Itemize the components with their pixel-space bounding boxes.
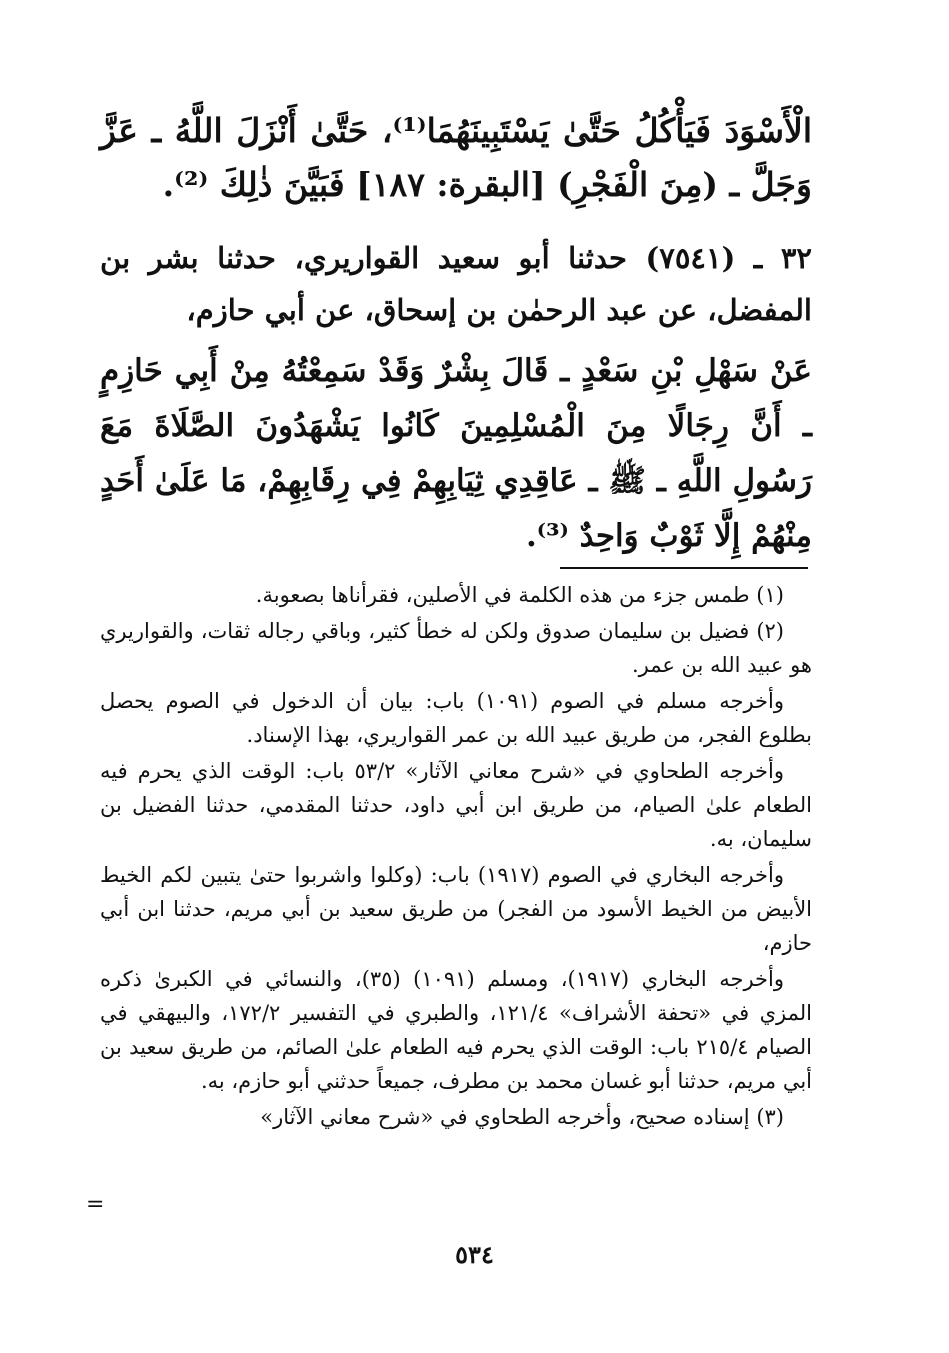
footnote-2-paragraph-tahawi: وأخرجه الطحاوي في «شرح معاني الآثار» ٥٣/٢ باب: الوقت الذي يحرم فيه الطعام علىٰ الصيام، من طريق ابن أبي داود، حدثنا المقدمي، حدثنا الفضيل بن سليمان، به.	[100, 759, 812, 851]
page-number: ٥٣٤	[455, 1240, 494, 1269]
hadith-text-continuation: الْأَسْوَدَ فَيَأْكُلُ حَتَّىٰ يَسْتَبِينَهُمَا⁽¹⁾، حَتَّىٰ أَنْزَلَ اللَّهُ ـ عَزَّ وَجَلَّ ـ (مِنَ الْفَجْرِ) [البقرة: ١٨٧] فَبَيَّنَ ذٰلِكَ ⁽²⁾.	[100, 111, 812, 204]
footnote-1: (١) طمس جزء من هذه الكلمة في الأصلين، فقرأناها بصعوبة.	[255, 583, 784, 607]
footnote-2-paragraph-muslim: وأخرجه مسلم في الصوم (١٠٩١) باب: بيان أن الدخول في الصوم يحصل بطلوع الفجر، من طريق عبيد الله بن عمر القواريري، بهذا الإسناد.	[100, 689, 812, 747]
hadith-number: ٣٢ ـ (٧٥٤١)	[645, 241, 812, 275]
footnote-3: (٣) إسناده صحيح، وأخرجه الطحاوي في «شرح معاني الآثار»	[260, 1105, 784, 1129]
footnote-2-paragraph-bukhari: وأخرجه البخاري في الصوم (١٩١٧) باب: (وكلوا واشربوا حتىٰ يتبين لكم الخيط الأبيض من الخيط الأسود من الفجر) من طريق سعيد بن أبي مريم، حدثنا ابن أبي حازم،	[100, 863, 812, 955]
footnote-2-paragraph-others: وأخرجه البخاري (١٩١٧)، ومسلم (١٠٩١) (٣٥)، والنسائي في الكبرىٰ ذكره المزي في «تحفة الأشراف» ١٢١/٤، والطبري في التفسير ١٧٢/٢، والبيهقي في الصيام ٢١٥/٤ باب: الوقت الذي يحرم فيه الطعام علىٰ الصائم، من طريق سعيد بن أبي مريم، حدثنا أبو غسان محمد بن مطرف، جميعاً حدثني أبو حازم، به.	[100, 967, 812, 1093]
continuation-mark: =	[86, 1192, 105, 1217]
isnad-text: حدثنا أبو سعيد القواريري، حدثنا بشر بن المفضل، عن عبد الرحمٰن بن إسحاق، عن أبي حازم،	[100, 241, 812, 327]
footnotes	[100, 578, 812, 1136]
footnote-2: (٢) فضيل بن سليمان صدوق ولكن له خطأ كثير، وباقي رجاله ثقات، والقواريري هو عبيد الله بن عمر.	[100, 619, 812, 677]
hadith-matn: عَنْ سَهْلِ بْنِ سَعْدٍ ـ قَالَ بِشْرٌ وَقَدْ سَمِعْتُهُ مِنْ أَبِي حَازِمٍ ـ أَنَّ رِجَالًا مِنَ الْمُسْلِمِينَ كَانُوا يَشْهَدُونَ الصَّلَاةَ مَعَ رَسُولِ اللَّهِ ـ ﷺ ـ عَاقِدِي ثِيَابِهِمْ فِي رِقَابِهِمْ، مَا عَلَىٰ أَحَدٍ مِنْهُمْ إِلَّا ثَوْبٌ وَاحِدٌ ⁽³⁾.	[100, 353, 812, 554]
hadith-isnad	[100, 232, 812, 336]
footnote-separator	[560, 567, 808, 569]
